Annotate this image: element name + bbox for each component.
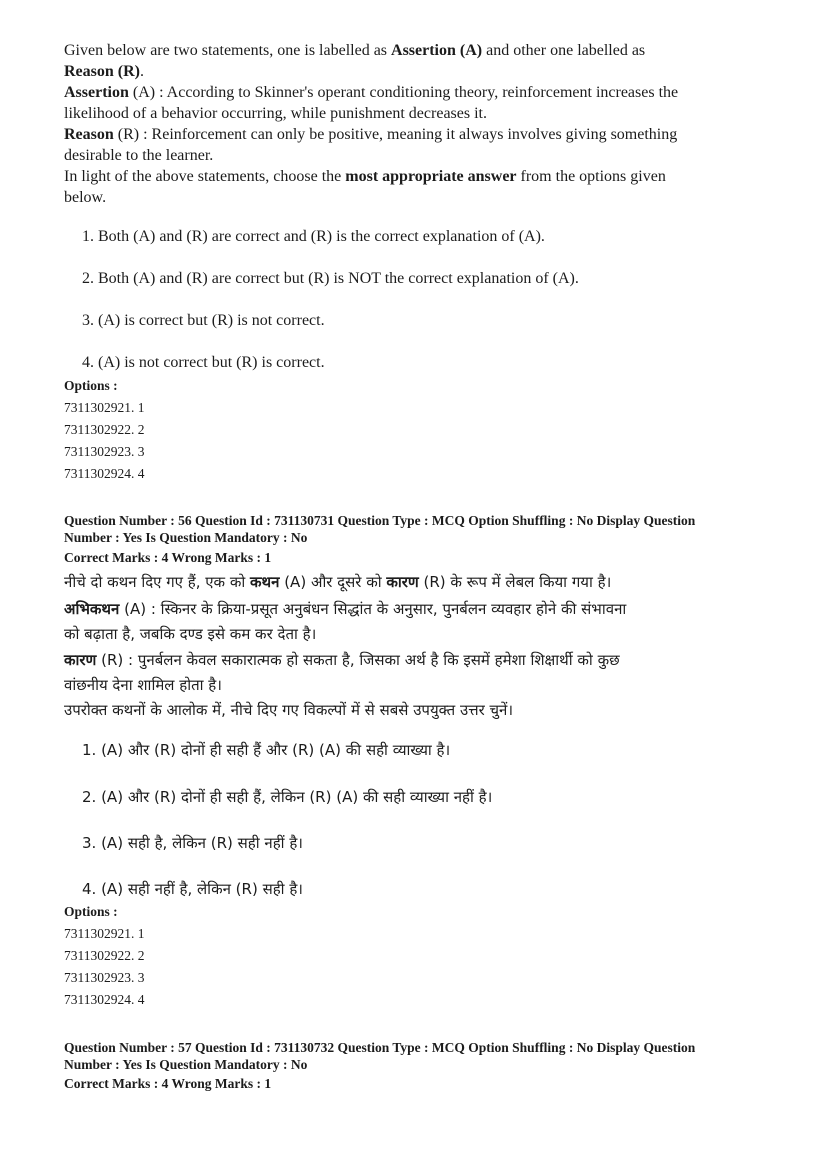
q56-option-id-3: 7311302923. 3 (64, 970, 145, 985)
q56-assertion: अभिकथन (A) : स्किनर के क्रिया-प्रसूत अनुबंधन सिद्धांत के अनुसार, पुनर्बलन व्यवहार होने की संभावना (64, 600, 627, 618)
q56-options-label: Options : (64, 904, 118, 919)
q55-assertion: Assertion (A) : According to Skinner's operant conditioning theory, reinforcement increases the (64, 84, 679, 101)
q56-instruction: उपरोक्त कथनों के आलोक में, नीचे दिए गए विकल्पों में से सबसे उपयुक्त उत्तर चुनें। (64, 701, 514, 719)
q56-meta-line3: Correct Marks : 4 Wrong Marks : 1 (64, 550, 272, 565)
q55-choice-4: 4. (A) is not correct but (R) is correct. (82, 354, 325, 371)
q55-option-id-3: 7311302923. 3 (64, 444, 145, 459)
q56-intro: नीचे दो कथन दिए गए हैं, एक को कथन (A) और दूसरे को कारण (R) के रूप में लेबल किया गया है। (64, 573, 612, 591)
q56-option-id-2: 7311302922. 2 (64, 948, 145, 963)
q56-choice-3: 3. (A) सही है, लेकिन (R) सही नहीं है। (82, 834, 303, 852)
q55-option-id-1: 7311302921. 1 (64, 400, 145, 415)
q55-option-id-2: 7311302922. 2 (64, 422, 145, 437)
q57-meta-line3: Correct Marks : 4 Wrong Marks : 1 (64, 1076, 272, 1091)
q55-options-label: Options : (64, 378, 118, 393)
q55-choice-1: 1. Both (A) and (R) are correct and (R) is the correct explanation of (A). (82, 228, 545, 245)
q56-meta-line2: Number : Yes Is Question Mandatory : No (64, 530, 308, 545)
q55-intro-line1: Given below are two statements, one is labelled as Assertion (A) and other one labelled as (64, 42, 646, 59)
q55-reason: Reason (R) : Reinforcement can only be positive, meaning it always involves giving something (64, 126, 678, 143)
q56-option-id-1: 7311302921. 1 (64, 926, 145, 941)
q55-option-id-4: 7311302924. 4 (64, 466, 145, 481)
q57-meta-line2: Number : Yes Is Question Mandatory : No (64, 1057, 308, 1072)
q56-reason-line2: वांछनीय देना शामिल होता है। (64, 676, 222, 694)
q56-reason: कारण (R) : पुनर्बलन केवल सकारात्मक हो सकता है, जिसका अर्थ है कि इसमें हमेशा शिक्षार्थी को कुछ (64, 651, 620, 669)
q55-reason-line2: desirable to the learner. (64, 147, 214, 164)
q56-option-id-4: 7311302924. 4 (64, 992, 145, 1007)
q55-choice-2: 2. Both (A) and (R) are correct but (R) is NOT the correct explanation of (A). (82, 270, 579, 287)
q55-instruction-line2: below. (64, 189, 107, 206)
q56-choice-2: 2. (A) और (R) दोनों ही सही हैं, लेकिन (R) (A) की सही व्याख्या नहीं है। (82, 788, 493, 806)
q56-choice-1: 1. (A) और (R) दोनों ही सही हैं और (R) (A) की सही व्याख्या है। (82, 741, 451, 759)
q55-assertion-line2: likelihood of a behavior occurring, while punishment decreases it. (64, 105, 487, 122)
q56-meta-line1: Question Number : 56 Question Id : 731130731 Question Type : MCQ Option Shuffling : No Display Question (64, 513, 696, 528)
q57-meta-line1: Question Number : 57 Question Id : 731130732 Question Type : MCQ Option Shuffling : No Display Question (64, 1040, 696, 1055)
q55-choice-3: 3. (A) is correct but (R) is not correct. (82, 312, 325, 329)
q56-choice-4: 4. (A) सही नहीं है, लेकिन (R) सही है। (82, 880, 303, 898)
q55-instruction: In light of the above statements, choose the most appropriate answer from the options given (64, 168, 666, 185)
q56-assertion-line2: को बढ़ाता है, जबकि दण्ड इसे कम कर देता है। (64, 625, 317, 643)
q55-intro-line2: Reason (R). (64, 63, 144, 80)
